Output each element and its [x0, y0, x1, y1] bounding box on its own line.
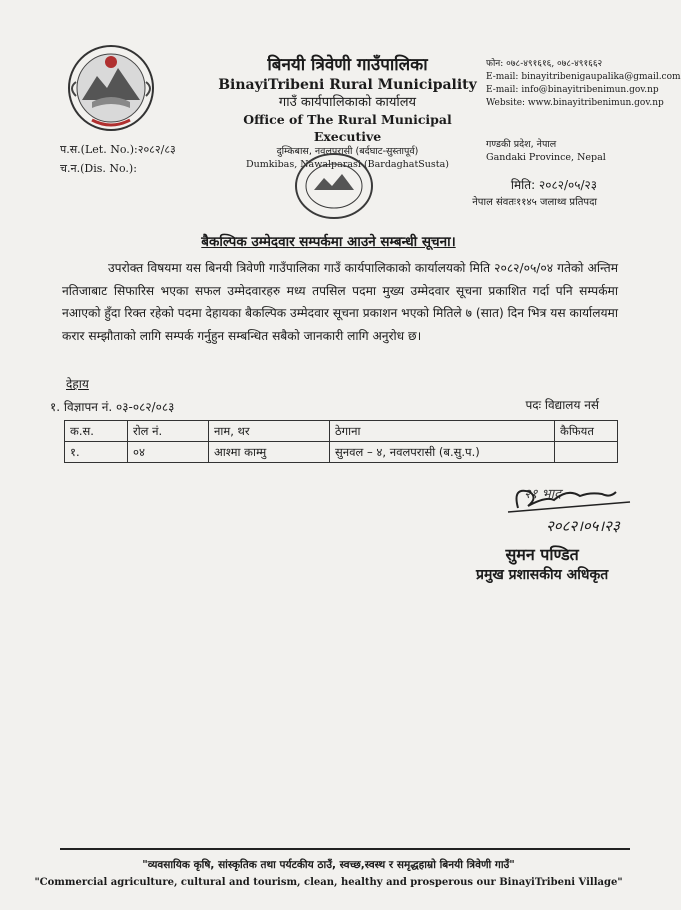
- office-name-np: गाउँ कार्यपालिकाको कार्यालय: [278, 95, 417, 110]
- dispatch-no: च.न.(Dis. No.):: [60, 162, 137, 175]
- date-block: [472, 177, 597, 211]
- footer-divider: [60, 848, 630, 850]
- col-address: ठेगाना: [330, 421, 555, 442]
- subject-text: बैकल्पिक उम्मेदवार सम्पर्कमा आउने सम्बन्धी सूचना।: [201, 234, 456, 250]
- email-link-1[interactable]: E-mail: binayitribenigaupalika@gmail.com: [486, 72, 681, 82]
- notice-body: उपरोक्त विषयमा यस बिनयी त्रिवेणी गाउँपालिका गाउँ कार्यपालिकाको कार्यालयको मिति २०८२/०५/०४ गतेको अन्तिम नतिजाबाट सिफारिस भएका सफल उम्मेदवारहरु मध्य तपसिल पदमा मुख्य उम्मेदवार सूचना प्रकाशित गर्दा पनि सम्पर्कमा नआएको हुँदा रिक्त रहेको पदमा देहायका बैकल्पिक उम्मेदवार सूचना प्रकाशन भएको मितिले ७ (सात) दिन भित्र यस कार्यालयमा करार सम्झौताको लागि सम्पर्क गर्नुहुन सम्बन्धित सबैको जानकारी लागि अनुरोध छ।: [62, 261, 618, 343]
- signatory-title: प्रमुख प्रशासकीय अधिकृत: [476, 567, 609, 583]
- nepal-emblem-icon: [62, 42, 160, 134]
- municipality-name-en: BinayiTribeni Rural Municipality: [218, 77, 477, 93]
- province-block: [486, 138, 606, 164]
- letter-no: प.स.(Let. No.):२०८२/८३: [60, 143, 176, 156]
- municipality-name-np: बिनयी त्रिवेणी गाउँपालिका: [267, 55, 428, 75]
- contact-block: [486, 58, 681, 110]
- cell-address: सुनवल – ४, नवलपरासी (ब.सु.प.): [330, 442, 555, 463]
- nepal-sambat: नेपाल संवतः११४५ जलाथ्व प्रतिपदा: [472, 197, 597, 208]
- handwritten-signature: [490, 478, 660, 548]
- footer-slogan: [0, 856, 657, 892]
- post-name: पदः विद्यालय नर्स: [525, 398, 599, 412]
- notice-subject: [0, 232, 657, 250]
- advertisement-number: १. विज्ञापन नं. ०३-०८२/०८३: [50, 400, 175, 414]
- col-sn: क.स.: [65, 421, 128, 442]
- phone-text: फोन: ०७८-४९१६१६, ०७८-४९१६६२: [486, 59, 603, 69]
- dehaya-label: देहाय: [66, 377, 89, 391]
- col-name: नाम, थर: [209, 421, 330, 442]
- signature-scribble-icon: [490, 478, 660, 548]
- signatory: [476, 545, 608, 585]
- col-roll-no: रोल नं.: [128, 421, 209, 442]
- cell-sn: १.: [65, 442, 128, 463]
- letter-numbers: [60, 140, 176, 178]
- cell-remarks: [555, 442, 618, 463]
- candidate-table: [64, 420, 618, 463]
- date-miti: मिति: २०८२/०५/२३: [510, 178, 597, 192]
- col-remarks: कैफियत: [555, 421, 618, 442]
- website-link[interactable]: Website: www.binayitribenimun.gov.np: [486, 98, 664, 108]
- handwritten-date: २०८२।०५।२३: [546, 517, 620, 535]
- slogan-np: "व्यवसायिक कृषि, सांस्कृतिक तथा पर्यटकीय ठाउँ, स्वच्छ,स्वस्थ र समृद्धहाम्रो बिनयी त्रिवेणी गाउँ": [142, 859, 515, 871]
- slogan-en: "Commercial agriculture, cultural and tourism, clean, healthy and prosperous our BinayiTribeni Village": [34, 877, 623, 888]
- table-row: [65, 442, 618, 463]
- email-link-2[interactable]: E-mail: info@binayitribenimun.gov.np: [486, 85, 659, 95]
- office-name-en: Office of The Rural Municipal Executive: [243, 112, 452, 144]
- handwritten-text: २१ भाद्र: [524, 487, 562, 502]
- signatory-name: सुमन पण्डित: [505, 545, 579, 564]
- address-en: Dumkibas, Nawalparasi (BardaghatSusta): [246, 159, 449, 170]
- office-stamp-icon: [292, 150, 376, 222]
- address-np: दुम्किबास, नवलपरासी (बर्दघाट-सुस्तापूर्व): [276, 146, 419, 157]
- cell-roll-no: ०४: [128, 442, 209, 463]
- province-np: गण्डकी प्रदेश, नेपाल: [486, 139, 557, 150]
- table-header-row: [65, 421, 618, 442]
- province-en: Gandaki Province, Nepal: [486, 152, 606, 163]
- cell-name: आश्मा काम्मु: [209, 442, 330, 463]
